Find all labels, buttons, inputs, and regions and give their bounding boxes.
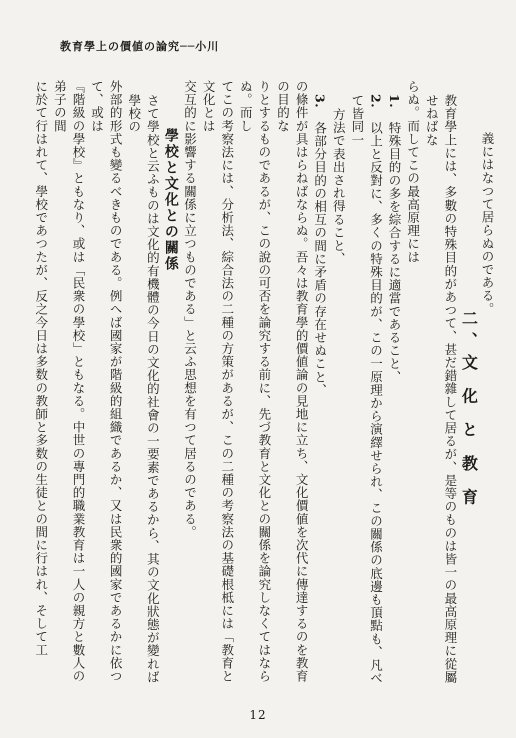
list-text: 各部分目的の相互の間に矛盾の存在せぬこと、 <box>312 121 328 397</box>
text-line: 『階級の學校』ともなり、或は「民衆の學校」ともなる。中世の專門的職業教育は一人の親方と數人の弟子の間 <box>52 80 86 683</box>
list-item <box>347 80 384 690</box>
text-line: の條件が具はらねばならぬ。吾々は教育學的價値論の見地に立ち、文化價値を次代に傳達するのを教育の目的な <box>275 80 310 683</box>
body-text <box>34 80 496 690</box>
list-number: 2. <box>368 94 384 109</box>
section-heading: 二、文 化 と 教 育 <box>459 310 479 511</box>
list-item <box>310 80 329 690</box>
text-line: てこの考察法には、分析法、綜合法の二種の方策があるが、この二種の考察法の基礎根柢には「教育と文化とは <box>201 80 235 683</box>
text-line: 方法で表出され得ること、 <box>331 108 347 266</box>
list-item <box>384 80 403 690</box>
text-line: に於て行はれて、學校であつたが、反之今日は多数の教師と多数の生徒との間に行はれ、そして工 <box>34 80 49 657</box>
text-line: 交互的に影響する關係に立つものである」と云ふ思想を有つて居るのである。 <box>182 80 198 539</box>
subsection-heading: 學校と文化との關係 <box>162 128 179 272</box>
text-line: 外部的形式も變るべきものである。例へば國家が階級的組織であるか、又は民衆的國家であるかに依つて、或は <box>89 80 124 683</box>
list-text: 以上と反對に、多くの特殊目的が、この一原理から演繹せられ、この關係の底邊も頂點も、凡べて皆同一 <box>349 94 384 685</box>
page-number: 12 <box>249 708 267 722</box>
text-line: 義にはなつて居らぬのである。 <box>480 132 495 316</box>
text-line: さて學校と云ふものは文化的有機體の今日の文化的社會の一要素であるから、其の文化狀態が變れば學校の <box>126 94 161 684</box>
list-number: 1. <box>387 94 403 109</box>
text-line: らぬ。而してこの最高原理には <box>405 80 421 264</box>
list-text: 特殊目的の多を綜合するに適當であること、 <box>387 121 403 384</box>
text-line: りとするものであるが、この說の可否を論究する前に、先づ教育と文化との關係を論究しなくてはならぬ。而し <box>238 80 272 683</box>
list-number: 3. <box>312 94 328 109</box>
text-line: 教育學上には、多數の特殊目的があつて、甚だ錯雜して居るが、是等のものは皆一の最高原理に從屬せねばな <box>424 94 458 684</box>
running-head: 教育學上の價値の論究──小川 <box>60 40 220 53</box>
